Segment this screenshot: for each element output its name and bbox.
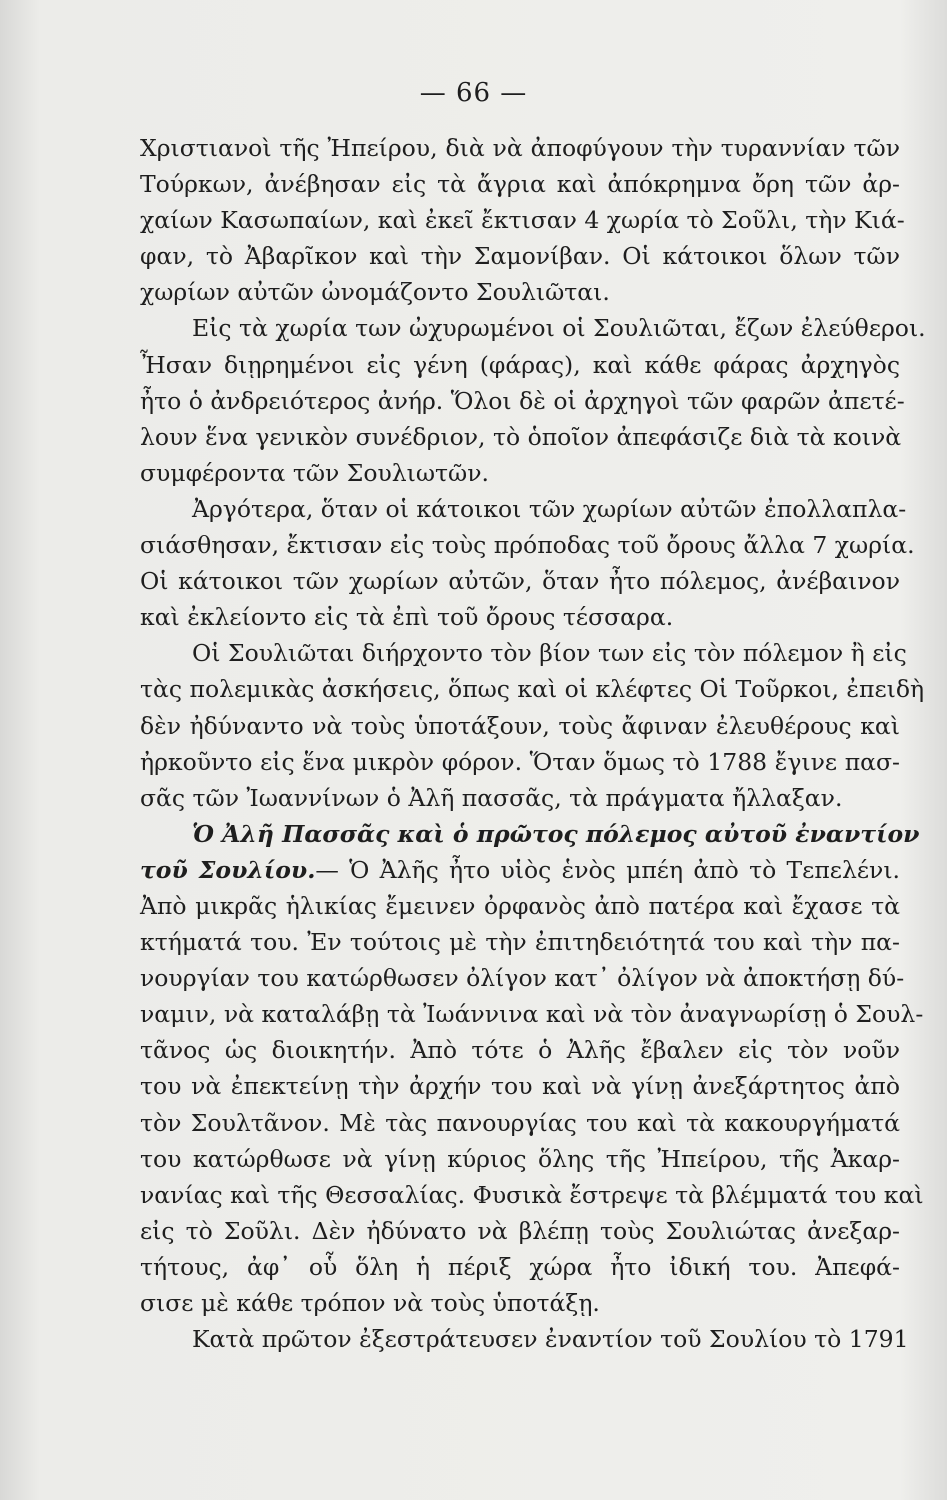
text-line: λουν ἕνα γενικὸν συνέδριον, τὸ ὁποῖον ἀπεφάσιζε διὰ τὰ κοινὰ xyxy=(140,422,902,451)
body-text xyxy=(140,130,926,1357)
text-span: — Ὁ Ἀλῆς ἦτο υἱὸς ἑνὸς μπέη ἀπὸ τὸ Τεπελένι. xyxy=(315,855,900,884)
text-line: νουργίαν του κατώρθωσεν ὀλίγον κατ᾿ ὀλίγον νὰ ἀποκτήσῃ δύ- xyxy=(140,964,905,993)
text-line: Ἀργότερα, ὅταν οἱ κάτοικοι τῶν χωρίων αὐτῶν ἐπολλαπλα- xyxy=(192,494,907,523)
text-line: τᾶνος ὡς διοικητήν. Ἀπὸ τότε ὁ Ἀλῆς ἔβαλεν εἰς τὸν νοῦν xyxy=(140,1036,900,1065)
text-line: φαν, τὸ Ἀβαρῖκον καὶ τὴν Σαμονίβαν. Οἱ κάτοικοι ὅλων τῶν xyxy=(140,242,900,271)
text-line: του κατώρθωσε νὰ γίνῃ κύριος ὅλης τῆς Ἠπείρου, τῆς Ἀκαρ- xyxy=(140,1144,900,1173)
text-line: Ἦσαν διῃρημένοι εἰς γένη (φάρας), καὶ κάθε φάρας ἀρχηγὸς xyxy=(140,350,900,379)
text-line: εἰς τὸ Σοῦλι. Δὲν ἠδύνατο νὰ βλέπῃ τοὺς Σουλιώτας ἀνεξαρ- xyxy=(140,1216,900,1245)
section-heading-end: τοῦ Σουλίου. xyxy=(140,855,316,884)
text-line: σιάσθησαν, ἔκτισαν εἰς τοὺς πρόποδας τοῦ ὄρους ἄλλα 7 χωρία. xyxy=(140,531,915,560)
text-line: ἦτο ὁ ἀνδρειότερος ἀνήρ. Ὅλοι δὲ οἱ ἀρχηγοὶ τῶν φαρῶν ἀπετέ- xyxy=(140,386,905,415)
text-line: Οἱ κάτοικοι τῶν χωρίων αὐτῶν, ὅταν ἦτο πόλεμος, ἀνέβαινον xyxy=(140,567,900,596)
text-line: Ἀπὸ μικρᾶς ἡλικίας ἔμεινεν ὀρφανὸς ἀπὸ πατέρα καὶ ἔχασε τὰ xyxy=(140,891,900,920)
text-line: καὶ ἐκλείοντο εἰς τὰ ἐπὶ τοῦ ὄρους τέσσαρα. xyxy=(140,603,674,632)
text-line: τὰς πολεμικὰς ἀσκήσεις, ὅπως καὶ οἱ κλέφτες Οἱ Τοῦρκοι, ἐπειδὴ xyxy=(140,675,925,704)
text-line: νανίας καὶ τῆς Θεσσαλίας. Φυσικὰ ἔστρεψε τὰ βλέμματά του καὶ xyxy=(140,1180,924,1209)
text-line xyxy=(140,852,900,888)
text-line: Οἱ Σουλιῶται διήρχοντο τὸν βίον των εἰς τὸν πόλεμον ἢ εἰς xyxy=(192,639,907,668)
text-line: χαίων Κασωπαίων, καὶ ἐκεῖ ἔκτισαν 4 χωρία τὸ Σοῦλι, τὴν Κιά- xyxy=(140,206,905,235)
section-heading: Ὁ Ἀλῆ Πασσᾶς καὶ ὁ πρῶτος πόλεμος αὐτοῦ ἐναντίον xyxy=(192,819,920,848)
text-line: Τούρκων, ἀνέβησαν εἰς τὰ ἄγρια καὶ ἀπόκρημνα ὄρη τῶν ἀρ- xyxy=(140,170,900,199)
text-line: τήτους, ἀφ᾿ οὗ ὅλη ἡ πέριξ χώρα ἦτο ἰδική του. Ἀπεφά- xyxy=(140,1252,900,1281)
text-line: χωρίων αὐτῶν ὠνομάζοντο Σουλιῶται. xyxy=(140,278,610,307)
text-line: σισε μὲ κάθε τρόπον νὰ τοὺς ὑποτάξῃ. xyxy=(140,1289,600,1317)
text-line: του νὰ ἐπεκτείνῃ τὴν ἀρχήν του καὶ νὰ γίνῃ ἀνεξάρτητος ἀπὸ xyxy=(140,1072,900,1101)
text-line: σᾶς τῶν Ἰωαννίνων ὁ Ἀλῆ πασσᾶς, τὰ πράγματα ἤλλαξαν. xyxy=(140,783,843,812)
text-line: ναμιν, νὰ καταλάβῃ τὰ Ἰωάννινα καὶ νὰ τὸν ἀναγνωρίσῃ ὁ Σουλ- xyxy=(140,1000,924,1029)
page-number: — 66 — xyxy=(419,78,528,108)
text-line: Κατὰ πρῶτον ἐξεστράτευσεν ἐναντίον τοῦ Σουλίου τὸ 1791 xyxy=(192,1325,909,1354)
text-line: ἠρκοῦντο εἰς ἕνα μικρὸν φόρον. Ὅταν ὅμως τὸ 1788 ἔγινε πασ- xyxy=(140,747,900,776)
text-line: τὸν Σουλτᾶνον. Μὲ τὰς πανουργίας του καὶ τὰ κακουργήματά xyxy=(140,1108,900,1137)
text-line: συμφέροντα τῶν Σουλιωτῶν. xyxy=(140,458,489,487)
text-line: δὲν ἠδύναντο νὰ τοὺς ὑποτάξουν, τοὺς ἄφιναν ἐλευθέρους καὶ xyxy=(140,711,900,740)
text-line: Χριστιανοὶ τῆς Ἠπείρου, διὰ νὰ ἀποφύγουν τὴν τυραννίαν τῶν xyxy=(140,134,900,162)
text-line: Εἰς τὰ χωρία των ὠχυρωμένοι οἱ Σουλιῶται, ἔζων ἐλεύθεροι. xyxy=(192,314,926,343)
text-line: κτήματά του. Ἐν τούτοις μὲ τὴν ἐπιτηδειότητά του καὶ τὴν πα- xyxy=(140,928,900,957)
